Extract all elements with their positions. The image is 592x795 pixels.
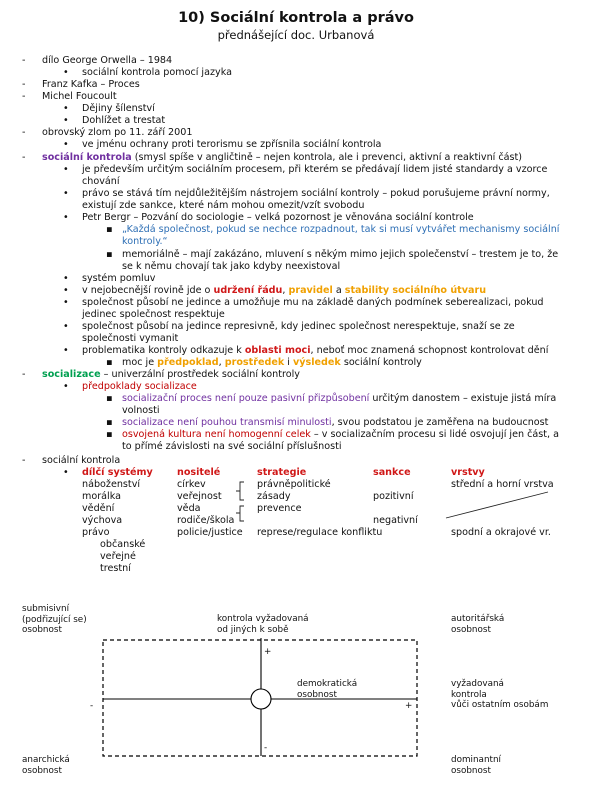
outline-item: v nejobecnější rovině jde o udržení řádu, pravidel a stability sociálního útvaru — [82, 285, 487, 296]
header-sankce: sankce — [373, 467, 411, 478]
outline-item: ve jménu ochrany proti terorismu se zpřísnila sociální kontrola — [82, 139, 382, 150]
outline-item: Michel Foucoult — [42, 91, 117, 102]
keyword-socializace: socializace — [42, 369, 101, 380]
dash-marker: - — [22, 455, 26, 466]
table-cell: právněpolitické — [257, 479, 331, 490]
header-nositele: nositelé — [177, 467, 221, 478]
document-title: 10) Sociální kontrola a právo — [178, 10, 414, 26]
keyword-predpoklad: předpoklad — [157, 357, 219, 368]
bullet-marker: • — [63, 273, 69, 284]
table-cell: náboženství — [82, 479, 141, 490]
bullet-marker: • — [63, 164, 69, 175]
bullet-marker: • — [63, 467, 69, 478]
plus-sign-right: + — [405, 701, 413, 711]
bullet-marker: • — [63, 297, 69, 308]
outline-item: právo se stává tím nejdůležitějším nástrojem sociální kontroly – pokud porušujeme právní normy, existují zde sankce, které nám mohou omezit/vzít svobodu — [82, 188, 550, 211]
outline-item: sociální kontrola (smysl spíše v angličtině – nejen kontrola, ale i prevenci, aktivní a reaktivní část) — [42, 152, 523, 163]
keyword-stability: stability sociálního útvaru — [344, 285, 487, 296]
table-cell: občanské — [100, 539, 146, 550]
table-cell: střední a horní vrstva — [451, 479, 554, 490]
outline-item: dílo George Orwella – 1984 — [42, 55, 173, 66]
label-autoritarska: autoritářská osobnost — [451, 614, 505, 635]
bullet-marker: • — [63, 381, 69, 392]
dash-marker: - — [22, 127, 26, 138]
outline-item: sociální kontrola pomocí jazyka — [82, 67, 232, 78]
keyword-vysledek: výsledek — [292, 357, 341, 368]
bullet-marker: • — [63, 212, 69, 223]
outline-item: problematika kontroly odkazuje k oblasti moci, neboť moc znamená schopnost kontrolovat dění — [82, 345, 549, 356]
minus-sign-bottom: - — [264, 743, 268, 753]
table-cell: zásady — [257, 491, 291, 502]
label-submisivni: submisivní (podřizující se) osobnost — [22, 604, 87, 635]
bullet-marker: • — [63, 115, 69, 126]
table-cell: prevence — [257, 503, 302, 514]
center-circle — [251, 689, 271, 709]
table-cell: represe/regulace konfliktu — [257, 527, 383, 538]
table-cell: trestní — [100, 563, 131, 574]
dash-marker: - — [22, 369, 26, 380]
outline-item: Dohlížet a trestat — [82, 115, 166, 126]
bullet-marker: • — [63, 103, 69, 114]
square-bullet-marker: ▪ — [106, 393, 113, 404]
outline-item: Petr Bergr – Pozvání do sociologie – velká pozornost je věnována sociální kontrole — [82, 212, 474, 223]
square-bullet-marker: ▪ — [106, 249, 113, 260]
header-strategie: strategie — [257, 467, 307, 478]
dash-marker: - — [22, 152, 26, 163]
quote-item: „Každá společnost, pokud se nechce rozpadnout, tak si musí vytvářet mechanismy sociální kontroly.“ — [122, 224, 560, 247]
outline-item: systém pomluv — [82, 273, 156, 284]
outline-item: Franz Kafka – Proces — [42, 79, 140, 90]
outline-item: socializace – univerzální prostředek sociální kontroly — [42, 369, 300, 380]
table-cell: spodní a okrajové vr. — [451, 527, 551, 538]
label-anarchicka: anarchická osobnost — [22, 755, 70, 776]
outline-item: obrovský zlom po 11. září 2001 — [42, 127, 193, 138]
table-cell: morálka — [82, 491, 121, 502]
bullet-marker: • — [63, 345, 69, 356]
outline-item: socializace není pouhou transmisí minulosti, svou podstatou je zaměřena na budoucnost — [122, 417, 549, 428]
table-cell: negativní — [373, 515, 418, 526]
document-subtitle: přednášející doc. Urbanová — [217, 28, 375, 42]
bullet-marker: • — [63, 321, 69, 332]
dash-marker: - — [22, 91, 26, 102]
label-dominantni: dominantní osobnost — [451, 755, 501, 776]
outline-item: sociální kontrola — [42, 455, 121, 466]
square-bullet-marker: ▪ — [106, 224, 113, 235]
dash-marker: - — [22, 55, 26, 66]
table-cell: vědění — [82, 503, 115, 514]
bullet-marker: • — [63, 188, 69, 199]
outline-item: memoriálně – mají zakázáno, mluvení s někým mimo jejich společenství – trestem je to, že se k němu chovají tak jako kdyby neexistoval — [122, 249, 559, 272]
table-cell: výchova — [82, 515, 123, 526]
outline-item: Dějiny šílenství — [82, 103, 155, 114]
label-vyzadovana-kontrola: vyžadovaná kontrola vůči ostatním osobám — [451, 679, 549, 710]
header-dilci-systemy: dílčí systémy — [82, 467, 153, 478]
square-bullet-marker: ▪ — [106, 429, 113, 440]
outline-item: společnost působí ne jedince a umožňuje mu na základě daných podmínek seberealizaci, pokud jedinec společnost respektuje — [82, 297, 544, 320]
table-cell: rodiče/škola — [177, 515, 235, 526]
outline-item: socializační proces není pouze pasivní přizpůsobení určitým danostem – existuje jistá míra volnosti — [122, 393, 557, 416]
table-cell: policie/justice — [177, 527, 243, 538]
outline-item: moc je předpoklad, prostředek i výsledek sociální kontroly — [122, 357, 422, 368]
minus-sign-left: - — [90, 701, 94, 711]
outline-item: předpoklady socializace — [82, 381, 197, 392]
header-vrstvy: vrstvy — [451, 467, 485, 478]
table-cell: právo — [82, 527, 110, 538]
bullet-marker: • — [63, 285, 69, 296]
keyword-oblasti-moci: oblasti moci — [244, 345, 311, 356]
keyword-pravidel: pravidel — [288, 285, 333, 296]
square-bullet-marker: ▪ — [106, 357, 113, 368]
keyword-udrzeni-radu: udržení řádu — [213, 285, 283, 296]
outline-item: společnost působí na jedince represivně, kdy jedinec společnost nerespektuje, snaží se ze společnosti vymanit — [82, 321, 515, 344]
dash-marker: - — [22, 79, 26, 90]
bullet-marker: • — [63, 139, 69, 150]
outline-item: je především určitým sociálním procesem, při kterém se předávají lidem jisté standardy a vzorce chování — [82, 164, 548, 187]
square-bullet-marker: ▪ — [106, 417, 113, 428]
bullet-marker: • — [63, 67, 69, 78]
keyword-socialni-kontrola: sociální kontrola — [42, 152, 132, 163]
label-demokraticka: demokratická osobnost — [297, 679, 358, 700]
table-cell: věda — [177, 503, 201, 514]
table-cell: pozitivní — [373, 491, 414, 502]
table-cell: veřejnost — [177, 491, 222, 502]
table-cell: církev — [177, 479, 206, 490]
keyword-prostredek: prostředek — [224, 357, 285, 368]
label-kontrola-vyzadovana: kontrola vyžadovaná od jiných k sobě — [217, 614, 309, 635]
plus-sign-top: + — [264, 647, 272, 657]
table-cell: veřejné — [100, 551, 136, 562]
outline-item: osvojená kultura není homogenní celek – v socializačním procesu si lidé osvojují jen část, a to přímé závislosti na své sociální příslušnosti — [122, 429, 560, 452]
